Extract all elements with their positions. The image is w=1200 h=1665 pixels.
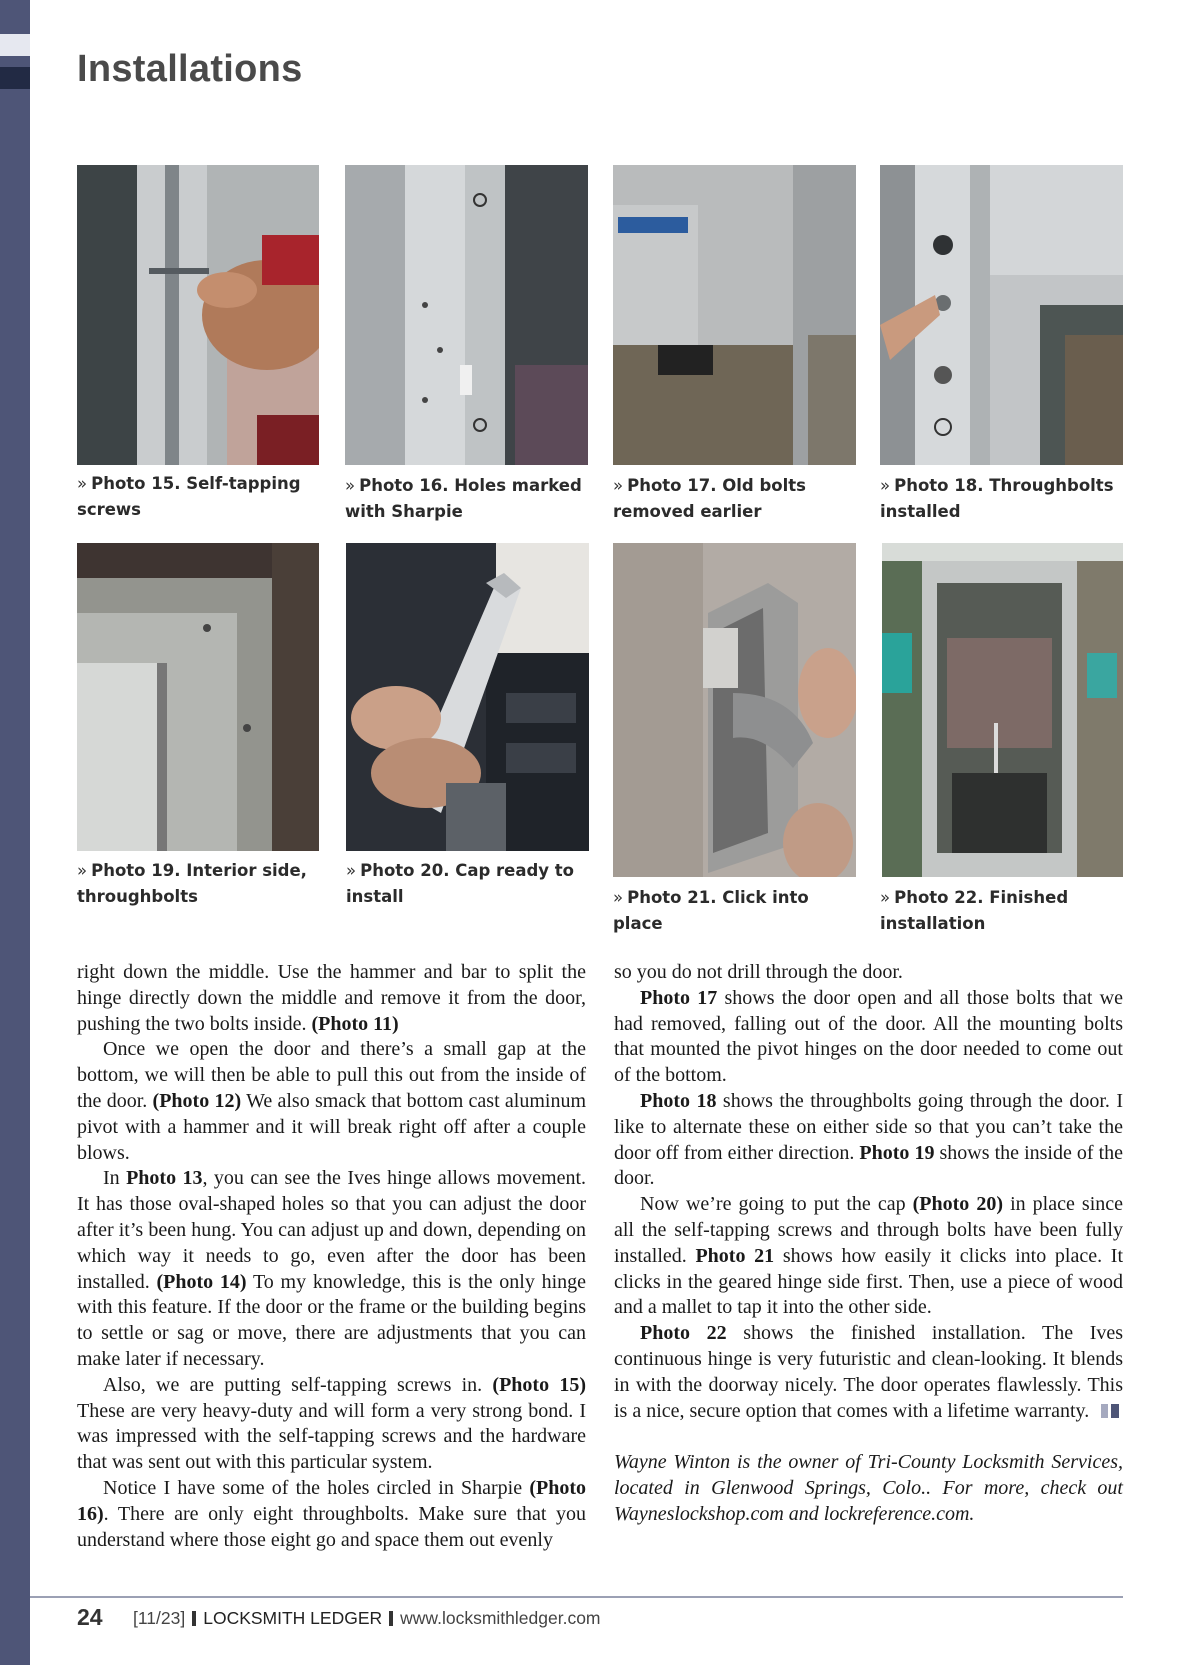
author-bio: Wayne Winton is the owner of Tri-County Locksmith Services, located in Glenwood Springs, Colo.. For more, check out Wayneslockshop.com and lockreference.com. xyxy=(614,1451,1123,1525)
chevron-right-icon: » xyxy=(613,476,624,495)
chevron-right-icon: » xyxy=(880,888,891,907)
separator-bar xyxy=(389,1611,393,1626)
caption-photo-18: » Photo 18. Throughbolts installed xyxy=(880,476,1114,521)
photo-20-cap-hand xyxy=(346,543,589,851)
footer-rule xyxy=(30,1596,1123,1598)
separator-bar xyxy=(192,1611,196,1626)
paragraph: so you do not drill through the door. xyxy=(614,961,903,983)
paragraph: Photo 22 shows the finished installation. The Ives continuous hinge is very futuristic and clean-looking. It blends in with the doorway nicely. The door operates flawlessly. This is a nice, secure option that comes with a lifetime warranty. xyxy=(614,1322,1124,1422)
publication-name: LOCKSMITH LEDGER xyxy=(203,1608,383,1628)
paragraph: right down the middle. Use the hammer and bar to split the hinge directly down the middle and remove it from the door, pushing the two bolts inside. (Photo 11) xyxy=(77,961,586,1035)
footer-line xyxy=(133,1608,601,1629)
publication-url: www.locksmithledger.com xyxy=(400,1608,601,1628)
paragraph: Photo 17 shows the door open and all those bolts that we had removed, falling out of the door. All the mounting bolts that mounted the pivot hinges on the door needed to come out of the bottom. xyxy=(614,986,1123,1087)
side-tab-dark xyxy=(0,67,30,89)
article-column-right xyxy=(614,960,1123,1528)
article-column-left xyxy=(77,960,586,1553)
page-number: 24 xyxy=(77,1604,103,1630)
paragraph: Now we’re going to put the cap (Photo 20) in place since all the self-tapping screws and through bolts have been fully installed. Photo 21 shows how easily it clicks into place. It clicks in the geared hinge side first. Then, use a piece of wood and a mallet to tap it into the other side. xyxy=(614,1193,1124,1319)
side-tab-light xyxy=(0,34,30,56)
chevron-right-icon: » xyxy=(613,888,624,907)
photo-15-drill-screws xyxy=(77,165,319,465)
caption-photo-17: » Photo 17. Old bolts removed earlier xyxy=(613,476,806,521)
caption-photo-22: » Photo 22. Finished installation xyxy=(880,888,1069,933)
caption-photo-15: » Photo 15. Self-tapping screws xyxy=(77,474,301,519)
photo-16-hinge-marked xyxy=(345,165,588,465)
caption-photo-20: » Photo 20. Cap ready to install xyxy=(346,861,575,906)
issue-date: [11/23] xyxy=(133,1608,186,1628)
chevron-right-icon: » xyxy=(345,476,356,495)
caption-photo-19: » Photo 19. Interior side, throughbolts xyxy=(77,861,307,906)
photo-19-interior-frame xyxy=(77,543,319,851)
photo-17-door-bottom xyxy=(613,165,856,465)
chevron-right-icon: » xyxy=(77,861,88,880)
photo-22-storefront-door xyxy=(882,543,1123,877)
paragraph: Once we open the door and there’s a small gap at the bottom, we will then be able to pull this out from the inside of the door. (Photo 12) We also smack that bottom cast aluminum pivot with a hammer and it will break right off after a couple blows. xyxy=(77,1038,587,1164)
section-title: Installations xyxy=(77,48,303,90)
paragraph: Also, we are putting self-tapping screws in. (Photo 15) These are very heavy-duty and will form a very strong bond. I was impressed with the self-tapping screws and the hardware that was sent out with this particular system. xyxy=(77,1373,586,1474)
photo-21-cap-click xyxy=(613,543,856,877)
paragraph: In Photo 13, you can see the Ives hinge allows movement. It has those oval-shaped holes so that you can adjust the door after it’s been hung. You can adjust up and down, depending on which way it needs to go, even after the door has been installed. (Photo 14) To my knowledge, this is the only hinge with this feature. If the door or the frame or the building begins to settle or sag or move, there are adjustments that you can make later if necessary. xyxy=(77,1167,587,1370)
chevron-right-icon: » xyxy=(346,861,357,880)
paragraph: Notice I have some of the holes circled in Sharpie (Photo 16). There are only eight throughbolts. Make sure that you understand where those eight go and space them out evenly xyxy=(77,1476,586,1551)
caption-photo-21: » Photo 21. Click into place xyxy=(613,888,809,933)
caption-photo-16: » Photo 16. Holes marked with Sharpie xyxy=(345,476,582,521)
photo-18-throughbolts xyxy=(880,165,1123,465)
paragraph: Photo 18 shows the throughbolts going through the door. I like to alternate these on either side so that you can’t take the door off from either direction. Photo 19 shows the inside of the door. xyxy=(614,1089,1124,1190)
side-accent-bar xyxy=(0,0,30,1665)
end-of-article-icon xyxy=(1101,1404,1119,1418)
chevron-right-icon: » xyxy=(880,476,891,495)
chevron-right-icon: » xyxy=(77,474,88,493)
